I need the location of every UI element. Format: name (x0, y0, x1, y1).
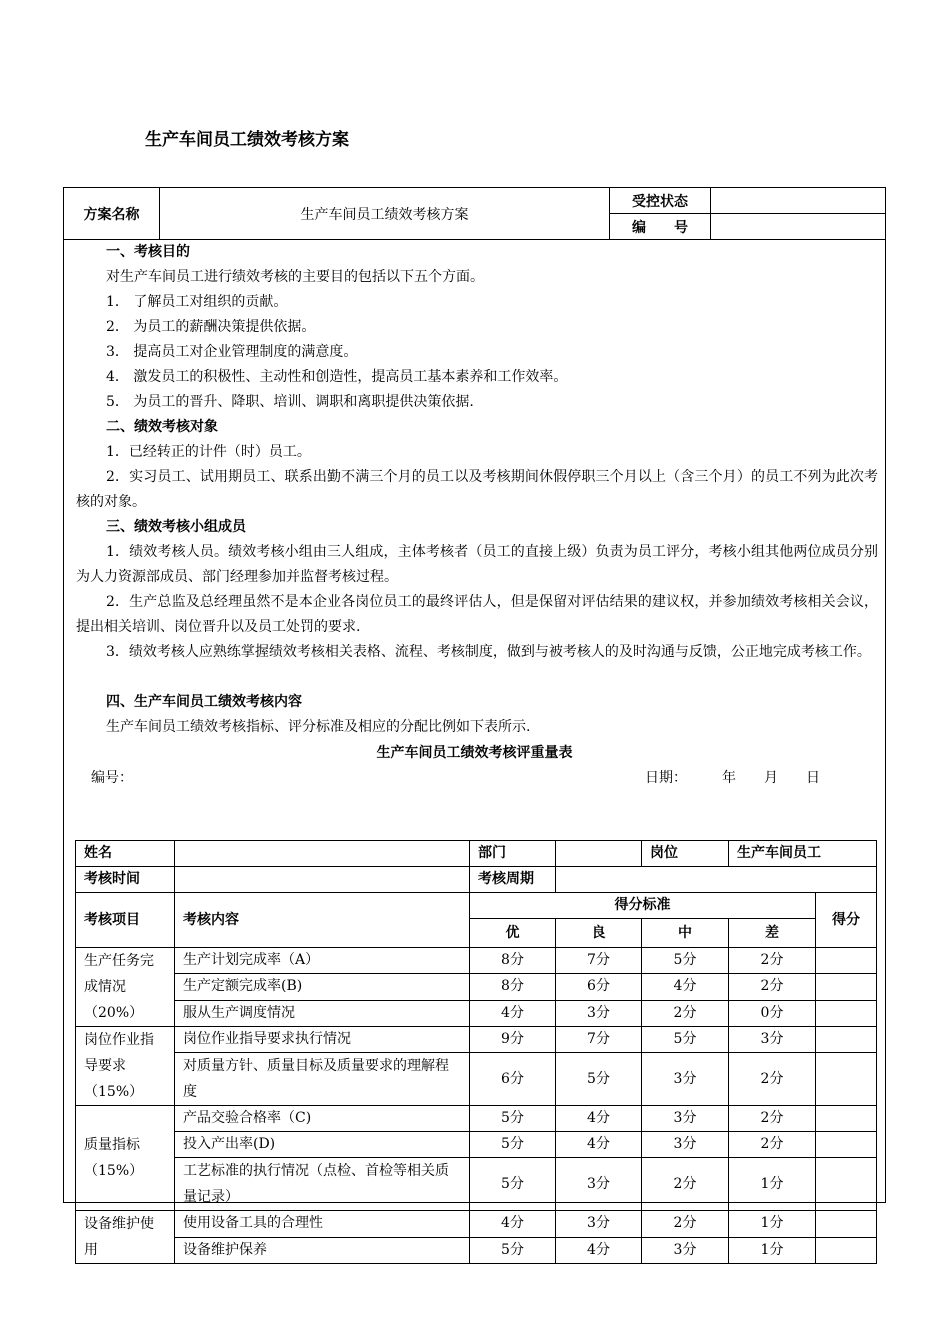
score-cell: 4分 (470, 1000, 556, 1026)
score-cell: 3分 (729, 1027, 816, 1053)
score-cell: 3分 (556, 1158, 642, 1211)
section-2-item: 2．实习员工、试用期员工、联系出勤不满三个月的员工以及考核期间休假停职三个月以上（含三个月）的员工不列为此次考核的对象。 (76, 469, 878, 510)
score-cell: 5分 (470, 1158, 556, 1211)
score-cell: 2分 (642, 1158, 729, 1211)
score-value (816, 1053, 877, 1106)
score-cell: 5分 (642, 1027, 729, 1053)
score-cell: 1分 (729, 1158, 816, 1211)
group-name: 生产任务完成情况（20%） (76, 948, 175, 1027)
table-row (76, 1027, 877, 1053)
section-3-item: 2．生产总监及总经理虽然不是本企业各岗位员工的最终评估人，但是保留对评估结果的建议权，并参加绩效考核相关会议，提出相关培训、岗位晋升以及员工处罚的要求. (76, 594, 878, 635)
score-cell: 6分 (470, 1053, 556, 1106)
score-cell: 2分 (729, 974, 816, 1000)
group-name: 设备维护使用 (76, 1211, 175, 1264)
row-content: 产品交验合格率（C) (175, 1106, 470, 1132)
plan-name-value: 生产车间员工绩效考核方案 (160, 188, 610, 240)
score-table-title: 生产车间员工绩效考核评重量表 (376, 745, 573, 761)
score-cell: 1分 (729, 1211, 816, 1238)
score-cell: 3分 (642, 1237, 729, 1264)
plan-frame (63, 187, 886, 1258)
score-cell: 5分 (642, 948, 729, 974)
section-3-item: 1．绩效考核人员。绩效考核小组由三人组成，主体考核者（员工的直接上级）负责为员工评分，考核小组其他两位成员分别为人力资源部成员、部门经理参加并监督考核过程。 (76, 544, 878, 585)
score-cell: 2分 (642, 1211, 729, 1238)
group-name: 质量指标（15%） (76, 1106, 175, 1211)
row-content: 工艺标准的执行情况（点检、首检等相关质量记录） (175, 1158, 470, 1211)
score-cell: 5分 (556, 1053, 642, 1106)
section-3-title: 三、绩效考核小组成员 (106, 519, 246, 535)
score-table-date-label: 日期： 年 月 日 (645, 770, 820, 786)
score-cell: 3分 (642, 1132, 729, 1158)
score-cell: 0分 (729, 1000, 816, 1026)
score-cell: 2分 (729, 1053, 816, 1106)
dept-value (556, 841, 642, 867)
name-value (175, 841, 470, 867)
table-row (76, 974, 877, 1000)
score-cell: 8分 (470, 974, 556, 1000)
score-cell: 7分 (556, 948, 642, 974)
score-value (816, 1158, 877, 1211)
number-label: 编 号 (610, 214, 711, 240)
period-label: 考核周期 (470, 867, 556, 893)
table-row (76, 1132, 877, 1158)
controlled-status-label: 受控状态 (610, 188, 711, 214)
score-cell: 2分 (729, 1132, 816, 1158)
score-table (75, 840, 877, 1264)
section-2-title: 二、绩效考核对象 (106, 419, 218, 435)
section-1-item: 1． 了解员工对组织的贡献。 (106, 294, 288, 310)
score-value (816, 1237, 877, 1264)
dept-label: 部门 (470, 841, 556, 867)
row-content: 服从生产调度情况 (175, 1000, 470, 1026)
score-value (816, 1027, 877, 1053)
score-value (816, 1132, 877, 1158)
table-row (76, 1053, 877, 1106)
post-label: 岗位 (642, 841, 729, 867)
score-cell: 4分 (642, 974, 729, 1000)
table-row (76, 1000, 877, 1026)
section-3-item: 3．绩效考核人应熟练掌握绩效考核相关表格、流程、考核制度，做到与被考核人的及时沟通与反馈，公正地完成考核工作。 (106, 644, 871, 660)
score-cell: 5分 (470, 1237, 556, 1264)
score-cell: 4分 (556, 1132, 642, 1158)
section-1-item: 3． 提高员工对企业管理制度的满意度。 (106, 344, 358, 360)
score-cell: 2分 (729, 948, 816, 974)
table-row (76, 1106, 877, 1132)
name-label: 姓名 (76, 841, 175, 867)
score-cell: 3分 (556, 1000, 642, 1026)
section-2-item: 1．已经转正的计件（时）员工。 (106, 444, 311, 460)
col-item-header: 考核项目 (76, 893, 175, 948)
col-score-header: 得分 (816, 893, 877, 948)
row-content: 岗位作业指导要求执行情况 (175, 1027, 470, 1053)
table-row (76, 1158, 877, 1211)
score-value (816, 974, 877, 1000)
grade-header: 优 (470, 919, 556, 948)
score-cell: 7分 (556, 1027, 642, 1053)
number-value (711, 214, 885, 240)
row-content: 生产定额完成率(B) (175, 974, 470, 1000)
section-4-intro: 生产车间员工绩效考核指标、评分标准及相应的分配比例如下表所示. (106, 719, 531, 735)
score-cell: 6分 (556, 974, 642, 1000)
section-1-intro: 对生产车间员工进行绩效考核的主要目的包括以下五个方面。 (106, 269, 484, 285)
period-value (556, 867, 877, 893)
score-value (816, 1000, 877, 1026)
section-4-title: 四、生产车间员工绩效考核内容 (106, 694, 302, 710)
score-value (816, 1211, 877, 1238)
table-row (76, 948, 877, 974)
row-content: 投入产出率(D) (175, 1132, 470, 1158)
score-cell: 8分 (470, 948, 556, 974)
section-1-title: 一、考核目的 (106, 244, 190, 260)
score-cell: 1分 (729, 1237, 816, 1264)
table-row (76, 867, 877, 893)
score-value (816, 1106, 877, 1132)
score-cell: 3分 (642, 1106, 729, 1132)
grade-header: 良 (556, 919, 642, 948)
row-content: 使用设备工具的合理性 (175, 1211, 470, 1238)
col-standard-header: 得分标准 (470, 893, 816, 919)
grade-header: 差 (729, 919, 816, 948)
score-table-number-label: 编号： (91, 770, 133, 786)
table-row (76, 1237, 877, 1264)
score-cell: 5分 (470, 1132, 556, 1158)
score-cell: 2分 (642, 1000, 729, 1026)
table-row (76, 1211, 877, 1238)
row-content: 设备维护保养 (175, 1237, 470, 1264)
score-cell: 4分 (556, 1237, 642, 1264)
score-cell: 3分 (642, 1053, 729, 1106)
group-name: 岗位作业指导要求（15%） (76, 1027, 175, 1106)
row-content: 生产计划完成率（A） (175, 948, 470, 974)
controlled-status-value (711, 188, 885, 214)
score-cell: 4分 (470, 1211, 556, 1238)
score-cell: 5分 (470, 1106, 556, 1132)
time-label: 考核时间 (76, 867, 175, 893)
post-value: 生产车间员工 (729, 841, 877, 867)
plan-name-label: 方案名称 (64, 188, 160, 240)
time-value (175, 867, 470, 893)
grade-header: 中 (642, 919, 729, 948)
document-title: 生产车间员工绩效考核方案 (145, 130, 349, 150)
score-cell: 9分 (470, 1027, 556, 1053)
table-row (76, 893, 877, 919)
row-content: 对质量方针、质量目标及质量要求的理解程度 (175, 1053, 470, 1106)
table-row (76, 841, 877, 867)
section-1-item: 5． 为员工的晋升、降职、培训、调职和离职提供决策依据. (106, 394, 474, 410)
score-cell: 3分 (556, 1211, 642, 1238)
score-cell: 2分 (729, 1106, 816, 1132)
score-value (816, 948, 877, 974)
section-1-item: 2． 为员工的薪酬决策提供依据。 (106, 319, 316, 335)
score-cell: 4分 (556, 1106, 642, 1132)
section-1-item: 4． 激发员工的积极性、主动性和创造性，提高员工基本素养和工作效率。 (106, 369, 568, 385)
col-content-header: 考核内容 (175, 893, 470, 948)
